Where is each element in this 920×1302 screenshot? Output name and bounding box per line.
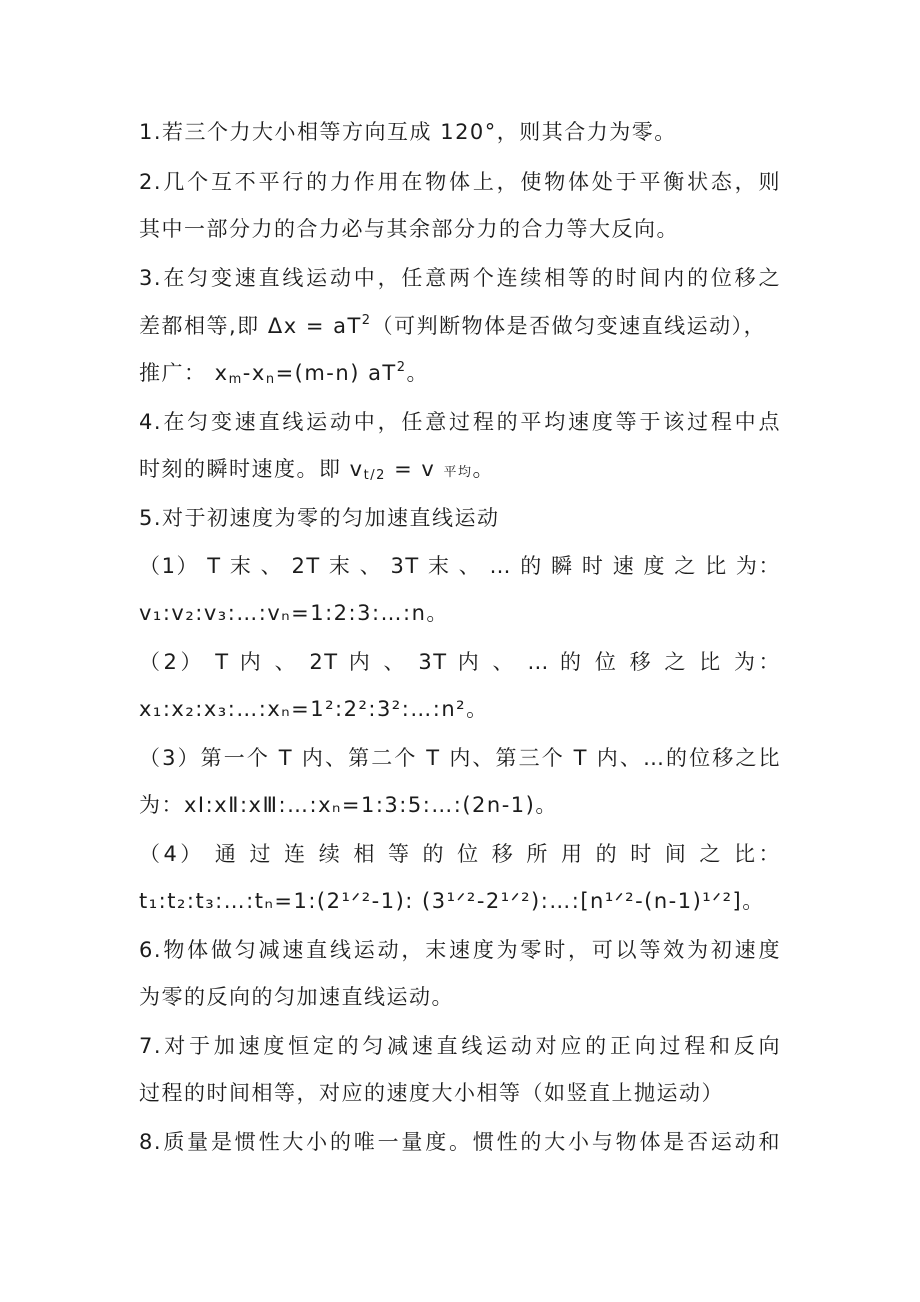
item-8-line-1: 8.质量是惯性大小的唯一量度。惯性的大小与物体是否运动和 bbox=[139, 1130, 781, 1154]
item-5-2-line-1: （2） T 内 、 2T 内 、 3T 内 、 … 的 位 移 之 比 为： bbox=[139, 650, 781, 674]
item-5-1-line-2: v₁:v₂:v₃:…:vₙ=1:2:3:…:n。 bbox=[139, 601, 449, 625]
item-6-line-1: 6.物体做匀减速直线运动，末速度为零时，可以等效为初速度 bbox=[139, 938, 781, 962]
item-3-text: 推广： x bbox=[139, 361, 229, 385]
item-4-text: 时刻的瞬时速度。即 v bbox=[139, 457, 364, 481]
superscript: 2 bbox=[396, 360, 407, 375]
small-label: 平均 bbox=[443, 465, 473, 480]
item-5-3-line-2: 为：xⅠ:xⅡ:xⅢ:…:xₙ=1:3:5:…:(2n-1)。 bbox=[139, 793, 558, 817]
subscript: n bbox=[265, 372, 276, 387]
item-2-line-2: 其中一部分力的合力必与其余部分力的合力等大反向。 bbox=[139, 217, 679, 241]
item-7-line-2: 过程的时间相等，对应的速度大小相等（如竖直上抛运动） bbox=[139, 1081, 724, 1105]
item-2-line-1: 2.几个互不平行的力作用在物体上，使物体处于平衡状态，则 bbox=[139, 170, 781, 194]
item-7-line-1: 7.对于加速度恒定的匀减速直线运动对应的正向过程和反向 bbox=[139, 1034, 781, 1058]
item-3-line-1: 3.在匀变速直线运动中，任意两个连续相等的时间内的位移之 bbox=[139, 266, 781, 290]
subscript: m bbox=[228, 372, 243, 387]
item-4-line-2 bbox=[139, 450, 781, 488]
item-5-4-line-2: t₁:t₂:t₃:…:tₙ=1:(2¹ᐟ²-1): (3¹ᐟ²-2¹ᐟ²):…:[n¹ᐟ²-(n-1)¹ᐟ²]。 bbox=[139, 889, 765, 913]
item-3-line-2 bbox=[139, 307, 781, 345]
item-5-2-line-2: x₁:x₂:x₃:…:xₙ=1²:2²:3²:…:n²。 bbox=[139, 697, 489, 721]
item-5-3-line-1: （3）第一个 T 内、第二个 T 内、第三个 T 内、…的位移之比 bbox=[139, 746, 781, 770]
item-6-line-2: 为零的反向的匀加速直线运动。 bbox=[139, 985, 454, 1009]
item-3-text: =(m-n) aT bbox=[275, 361, 397, 385]
item-5-4-line-1: （4） 通 过 连 续 相 等 的 位 移 所 用 的 时 间 之 比： bbox=[139, 842, 781, 866]
item-3-text: -x bbox=[242, 361, 266, 385]
item-3-line-3 bbox=[139, 354, 781, 392]
subscript: t/2 bbox=[363, 468, 386, 483]
item-3-text: 差都相等,即 Δx = aT bbox=[139, 314, 362, 338]
item-1: 1.若三个力大小相等方向互成 120°，则其合力为零。 bbox=[139, 120, 677, 144]
item-3-text: （可判断物体是否做匀变速直线运动）， bbox=[371, 314, 767, 338]
item-5-1-line-1: （1） T 末 、 2T 末 、 3T 末 、 … 的 瞬 时 速 度 之 比 为： bbox=[139, 554, 781, 578]
item-5: 5.对于初速度为零的匀加速直线运动 bbox=[139, 506, 500, 530]
superscript: 2 bbox=[361, 313, 372, 328]
item-3-text: 。 bbox=[406, 361, 430, 385]
item-4-text: 。 bbox=[472, 457, 495, 481]
item-4-line-1: 4.在匀变速直线运动中，任意过程的平均速度等于该过程中点 bbox=[139, 410, 781, 434]
item-4-text: = v bbox=[385, 457, 444, 481]
